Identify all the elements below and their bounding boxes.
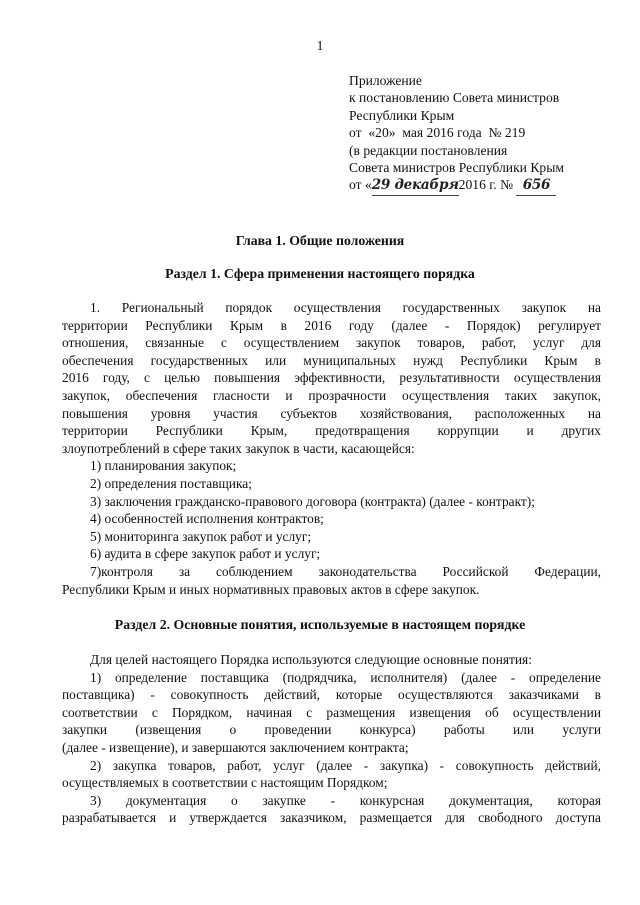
list-item: 5) мониторинга закупок работ и услуг; [90,528,312,544]
text-line: соответствии с Порядком, начиная с размещения извещения об осуществлении [62,704,601,720]
text-line: отношения, связанные с осуществлением закупок товаров, работ, услуг для [62,335,601,351]
handwritten-date: 29 декабря [372,177,459,195]
appendix-block [349,72,619,196]
appendix-line: Приложение [349,73,422,88]
text-line: разрабатывается и утверждается заказчиком, размещается для свободного доступа [62,810,601,826]
section2-title: Раздел 2. Основные понятия, используемые в настоящем порядке [114,617,526,632]
text-line: обеспечения государственных или муниципальных нужд Республики Крым в [62,352,601,368]
appendix-line: от «20» мая 2016 года № 219 [349,125,526,141]
appendix-line-mid: 2016 г. № [458,177,517,193]
text-line: осуществляемых в соответствии с настоящим Порядком; [62,775,388,791]
chapter-title: Глава 1. Общие положения [235,233,405,248]
text-line: (далее - извещение), и завершаются заключением контракта; [62,739,409,755]
list-item: 1) планирования закупок; [90,458,237,474]
appendix-line: к постановлению Совета министров [349,90,560,106]
text-line: поставщика) - совокупность действий, которые осуществляются заказчиками в [62,687,601,703]
list-item: 2) определения поставщика; [90,475,252,491]
text-line: территории Республики Крым в 2016 году (далее - Порядок) регулирует [62,317,601,333]
appendix-line-prefix: от « [349,177,372,193]
list-item: 6) аудита в сфере закупок работ и услуг; [90,546,321,562]
text-line: территории Республики Крым, предотвращения коррупции и других [62,423,601,439]
page-number: 1 [316,39,324,54]
list-item: 3) заключения гражданско-правового договора (контракта) (далее - контракт); [90,493,535,509]
text-line: закупок, обеспечения гласности и прозрачности осуществления таких закупок, [62,387,601,403]
section1-body [62,299,601,598]
text-line: 2016 году, с целью повышения эффективности, результативности осуществления [62,370,601,386]
section1-title: Раздел 1. Сфера применения настоящего порядка [165,266,475,281]
appendix-line-edition [349,176,619,195]
handwritten-number: 656 [516,177,556,195]
text-line: злоупотреблений в сфере таких закупок в части, касающейся: [62,440,415,456]
appendix-line: Совета министров Республики Крым [349,160,564,176]
list-item: 7)контроля за соблюдением законодательства Российской Федерации, [90,563,601,579]
section2-body [62,651,601,827]
text-line: Для целей настоящего Порядка используются следующие основные понятия: [90,652,532,667]
list-item: 1) определение поставщика (подрядчика, исполнителя) (далее - определение [90,669,601,685]
list-item: 4) особенностей исполнения контрактов; [90,511,324,527]
list-item: 2) закупка товаров, работ, услуг (далее - закупка) - совокупность действий, [90,757,601,773]
text-line: 1. Региональный порядок осуществления государственных закупок на [90,300,601,315]
appendix-line: Республики Крым [349,107,455,123]
text-line: повышения уровня участия субъектов хозяйствования, расположенных на [62,405,601,421]
text-line: Республики Крым и иных нормативных правовых актов в сфере закупок. [62,581,480,597]
list-item: 3) документация о закупке - конкурсная документация, которая [90,792,601,808]
text-line: закупки (извещения о проведении конкурса) работы или услуги [62,722,601,738]
appendix-line: (в редакции постановления [349,142,508,158]
